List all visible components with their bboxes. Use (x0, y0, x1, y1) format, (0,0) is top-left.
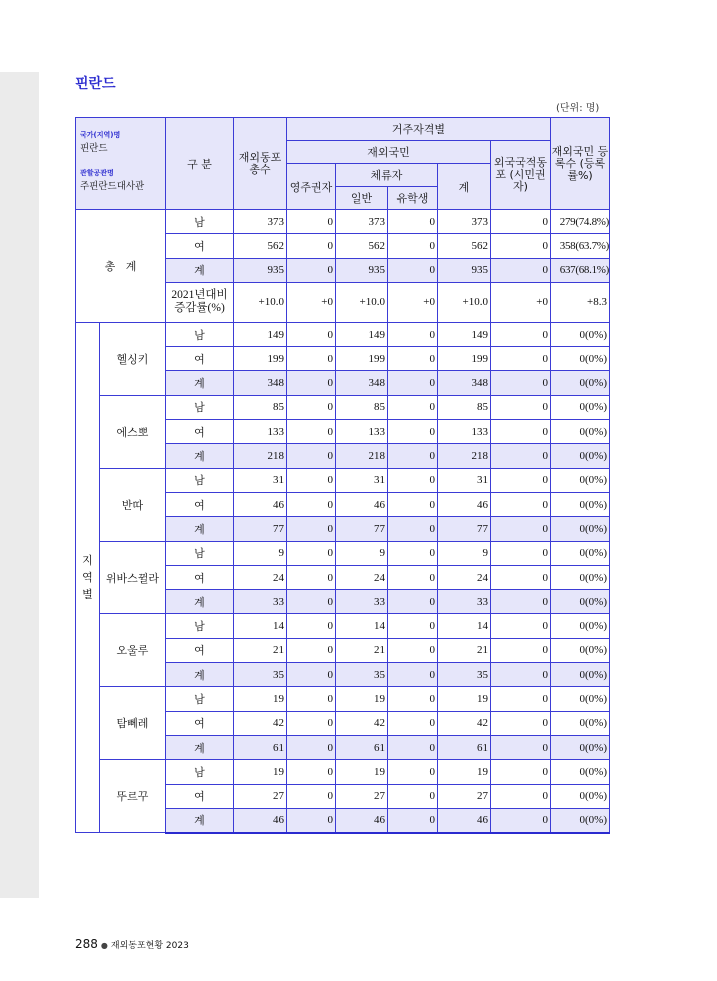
value-cell: 0 (287, 322, 336, 346)
regions-label: 지 역 별 (76, 322, 100, 832)
value-cell: 0 (388, 711, 438, 735)
value-cell: 0 (491, 492, 551, 516)
country-name: 핀란드 (80, 143, 108, 154)
page-title: 핀란드 (75, 76, 116, 92)
value-cell: 0 (388, 210, 438, 234)
header-registered: 재외국민 등록수 (등록률%) (551, 118, 610, 210)
value-cell: 21 (336, 638, 388, 662)
value-cell: 0 (491, 808, 551, 832)
gender-cell: 계 (166, 663, 234, 687)
value-cell: 19 (234, 687, 287, 711)
gender-cell: 계 (166, 590, 234, 614)
value-cell: 0 (388, 395, 438, 419)
gender-cell: 여 (166, 347, 234, 371)
header-sojourner: 체류자 (336, 164, 438, 187)
gender-cell: 남 (166, 614, 234, 638)
value-cell: 0 (287, 468, 336, 492)
gender-cell: 여 (166, 784, 234, 808)
value-cell: 0 (388, 590, 438, 614)
value-cell: 0(0%) (551, 663, 610, 687)
gender-cell: 여 (166, 234, 234, 258)
unit-label: (단위: 명) (556, 103, 600, 114)
gender-cell: 남 (166, 760, 234, 784)
gender-cell: 여 (166, 420, 234, 444)
value-cell: 935 (438, 258, 491, 282)
value-cell: 0 (287, 492, 336, 516)
value-cell: 373 (234, 210, 287, 234)
value-cell: +10.0 (438, 282, 491, 322)
value-cell: 0 (491, 735, 551, 759)
value-cell: 0 (491, 347, 551, 371)
value-cell: 19 (438, 687, 491, 711)
value-cell: 0 (388, 517, 438, 541)
value-cell: 348 (234, 371, 287, 395)
value-cell: 46 (234, 808, 287, 832)
value-cell: 19 (336, 760, 388, 784)
value-cell: 0 (491, 760, 551, 784)
value-cell: 0 (287, 638, 336, 662)
value-cell: 0 (388, 565, 438, 589)
header-subtotal: 계 (438, 164, 491, 210)
value-cell: 19 (336, 687, 388, 711)
value-cell: 0 (491, 784, 551, 808)
value-cell: 0 (491, 234, 551, 258)
value-cell: 199 (336, 347, 388, 371)
value-cell: 0(0%) (551, 808, 610, 832)
value-cell: 31 (336, 468, 388, 492)
value-cell: 0(0%) (551, 760, 610, 784)
value-cell: +0 (491, 282, 551, 322)
value-cell: 0 (388, 784, 438, 808)
value-cell: +0 (388, 282, 438, 322)
value-cell: 0 (491, 565, 551, 589)
value-cell: 0(0%) (551, 347, 610, 371)
value-cell: 0 (287, 234, 336, 258)
value-cell: 46 (336, 492, 388, 516)
value-cell: 0 (491, 517, 551, 541)
value-cell: 935 (234, 258, 287, 282)
value-cell: 562 (438, 234, 491, 258)
value-cell: 0(0%) (551, 784, 610, 808)
value-cell: 133 (438, 420, 491, 444)
gender-cell: 계 (166, 735, 234, 759)
value-cell: 14 (438, 614, 491, 638)
value-cell: 0(0%) (551, 395, 610, 419)
region-name: 헬싱키 (100, 322, 166, 395)
value-cell: 46 (336, 808, 388, 832)
header-gubun: 구 분 (166, 118, 234, 210)
value-cell: 0 (491, 258, 551, 282)
value-cell: 21 (234, 638, 287, 662)
gender-cell: 계 (166, 808, 234, 832)
gender-cell: 2021년대비 증감률(%) (166, 282, 234, 322)
gender-cell: 계 (166, 517, 234, 541)
value-cell: 0 (491, 687, 551, 711)
value-cell: 0 (287, 395, 336, 419)
value-cell: 0 (287, 210, 336, 234)
gender-cell: 여 (166, 492, 234, 516)
value-cell: 133 (336, 420, 388, 444)
gender-cell: 여 (166, 638, 234, 662)
value-cell: 0(0%) (551, 322, 610, 346)
value-cell: 0 (388, 614, 438, 638)
region-name: 오울루 (100, 614, 166, 687)
value-cell: +8.3 (551, 282, 610, 322)
value-cell: 0 (388, 492, 438, 516)
value-cell: 61 (234, 735, 287, 759)
value-cell: 199 (438, 347, 491, 371)
gender-cell: 계 (166, 444, 234, 468)
footer-text: 재외동포현황 2023 (110, 941, 189, 951)
value-cell: 0 (491, 322, 551, 346)
summary-label: 총 계 (76, 210, 166, 323)
value-cell: 77 (336, 517, 388, 541)
value-cell: 19 (438, 760, 491, 784)
value-cell: 77 (438, 517, 491, 541)
value-cell: 279(74.8%) (551, 210, 610, 234)
value-cell: 0 (491, 711, 551, 735)
value-cell: 0(0%) (551, 492, 610, 516)
value-cell: 0 (491, 395, 551, 419)
value-cell: 46 (438, 492, 491, 516)
value-cell: 77 (234, 517, 287, 541)
value-cell: 21 (438, 638, 491, 662)
page-footer (75, 937, 189, 951)
value-cell: 348 (336, 371, 388, 395)
table-row (76, 468, 610, 492)
value-cell: 9 (438, 541, 491, 565)
table-row (76, 760, 610, 784)
header-permanent: 영주권자 (287, 164, 336, 210)
value-cell: 373 (336, 210, 388, 234)
value-cell: 0 (287, 614, 336, 638)
table-corner-cell (76, 118, 166, 210)
value-cell: 14 (234, 614, 287, 638)
value-cell: 31 (438, 468, 491, 492)
value-cell: 0 (287, 663, 336, 687)
value-cell: 0 (287, 687, 336, 711)
header-nationals: 재외국민 (287, 141, 491, 164)
value-cell: 0 (388, 234, 438, 258)
value-cell: 0 (491, 210, 551, 234)
value-cell: 24 (336, 565, 388, 589)
value-cell: 35 (438, 663, 491, 687)
value-cell: 358(63.7%) (551, 234, 610, 258)
gender-cell: 여 (166, 711, 234, 735)
value-cell: 0 (287, 347, 336, 371)
table-row (76, 322, 610, 346)
value-cell: 31 (234, 468, 287, 492)
value-cell: 0 (388, 371, 438, 395)
bullet-icon: ● (100, 941, 108, 950)
value-cell: 0 (287, 590, 336, 614)
value-cell: 33 (336, 590, 388, 614)
side-margin-strip (0, 72, 39, 898)
value-cell: 0(0%) (551, 371, 610, 395)
table-row (76, 614, 610, 638)
region-name: 에스뽀 (100, 395, 166, 468)
value-cell: 149 (438, 322, 491, 346)
value-cell: +0 (287, 282, 336, 322)
value-cell: 0 (388, 347, 438, 371)
value-cell: 0 (388, 687, 438, 711)
value-cell: 218 (336, 444, 388, 468)
value-cell: 0 (491, 663, 551, 687)
region-name: 반따 (100, 468, 166, 541)
value-cell: 0 (491, 444, 551, 468)
value-cell: 373 (438, 210, 491, 234)
value-cell: 0 (388, 258, 438, 282)
mission-label: 관할공관명 (80, 169, 114, 177)
table-row (76, 541, 610, 565)
gender-cell: 남 (166, 541, 234, 565)
header-total-overseas: 재외동포 총수 (234, 118, 287, 210)
value-cell: 24 (234, 565, 287, 589)
value-cell: 61 (438, 735, 491, 759)
value-cell: 0 (388, 638, 438, 662)
value-cell: 27 (234, 784, 287, 808)
value-cell: 0(0%) (551, 638, 610, 662)
gender-cell: 남 (166, 210, 234, 234)
value-cell: 0 (287, 760, 336, 784)
value-cell: 0 (287, 784, 336, 808)
value-cell: 0 (287, 711, 336, 735)
value-cell: 0(0%) (551, 735, 610, 759)
value-cell: 85 (336, 395, 388, 419)
value-cell: 149 (234, 322, 287, 346)
value-cell: 0 (388, 735, 438, 759)
value-cell: +10.0 (234, 282, 287, 322)
value-cell: 27 (336, 784, 388, 808)
value-cell: 61 (336, 735, 388, 759)
value-cell: 0(0%) (551, 444, 610, 468)
header-foreign-citizens: 외국국적동포 (시민권자) (491, 141, 551, 210)
value-cell: 199 (234, 347, 287, 371)
value-cell: 133 (234, 420, 287, 444)
value-cell: 46 (438, 808, 491, 832)
value-cell: 348 (438, 371, 491, 395)
value-cell: 149 (336, 322, 388, 346)
page-number: 288 (75, 937, 98, 951)
value-cell: 19 (234, 760, 287, 784)
value-cell: 24 (438, 565, 491, 589)
value-cell: 0 (388, 468, 438, 492)
value-cell: 42 (336, 711, 388, 735)
value-cell: 0 (388, 760, 438, 784)
value-cell: 0 (388, 444, 438, 468)
value-cell: 0 (287, 808, 336, 832)
value-cell: 0 (388, 420, 438, 444)
value-cell: 0 (491, 371, 551, 395)
value-cell: 0 (287, 420, 336, 444)
value-cell: 0 (491, 614, 551, 638)
value-cell: 0(0%) (551, 614, 610, 638)
value-cell: 14 (336, 614, 388, 638)
value-cell: 0 (287, 735, 336, 759)
table-row (76, 210, 610, 234)
value-cell: 0 (388, 541, 438, 565)
gender-cell: 남 (166, 322, 234, 346)
gender-cell: 계 (166, 371, 234, 395)
value-cell: 218 (234, 444, 287, 468)
header-residence-status: 거주자격별 (287, 118, 551, 141)
header-student: 유학생 (388, 187, 438, 210)
value-cell: 27 (438, 784, 491, 808)
value-cell: 0 (491, 590, 551, 614)
value-cell: 0(0%) (551, 565, 610, 589)
region-name: 탐뻬레 (100, 687, 166, 760)
value-cell: 0 (491, 420, 551, 444)
value-cell: 0 (388, 808, 438, 832)
region-name: 위바스뀔라 (100, 541, 166, 614)
value-cell: 0 (287, 565, 336, 589)
value-cell: 0(0%) (551, 687, 610, 711)
value-cell: 935 (336, 258, 388, 282)
value-cell: +10.0 (336, 282, 388, 322)
gender-cell: 여 (166, 565, 234, 589)
value-cell: 218 (438, 444, 491, 468)
value-cell: 42 (234, 711, 287, 735)
gender-cell: 계 (166, 258, 234, 282)
mission-name: 주핀란드대사관 (80, 181, 145, 192)
statistics-table (75, 117, 610, 834)
value-cell: 85 (438, 395, 491, 419)
value-cell: 0 (287, 371, 336, 395)
value-cell: 0 (287, 444, 336, 468)
value-cell: 0(0%) (551, 590, 610, 614)
value-cell: 0 (388, 663, 438, 687)
value-cell: 0(0%) (551, 420, 610, 444)
value-cell: 562 (234, 234, 287, 258)
value-cell: 0 (287, 517, 336, 541)
value-cell: 637(68.1%) (551, 258, 610, 282)
table-row (76, 395, 610, 419)
value-cell: 0 (491, 541, 551, 565)
value-cell: 9 (336, 541, 388, 565)
country-name-label: 국가(지역)명 (80, 131, 121, 139)
value-cell: 0(0%) (551, 711, 610, 735)
value-cell: 33 (438, 590, 491, 614)
value-cell: 35 (336, 663, 388, 687)
value-cell: 46 (234, 492, 287, 516)
value-cell: 0 (287, 258, 336, 282)
header-general: 일반 (336, 187, 388, 210)
value-cell: 85 (234, 395, 287, 419)
value-cell: 0 (287, 541, 336, 565)
value-cell: 42 (438, 711, 491, 735)
gender-cell: 남 (166, 687, 234, 711)
value-cell: 9 (234, 541, 287, 565)
gender-cell: 남 (166, 468, 234, 492)
value-cell: 33 (234, 590, 287, 614)
value-cell: 0(0%) (551, 541, 610, 565)
value-cell: 0 (491, 468, 551, 492)
value-cell: 0 (388, 322, 438, 346)
gender-cell: 남 (166, 395, 234, 419)
value-cell: 0(0%) (551, 468, 610, 492)
value-cell: 0(0%) (551, 517, 610, 541)
value-cell: 562 (336, 234, 388, 258)
value-cell: 35 (234, 663, 287, 687)
value-cell: 0 (491, 638, 551, 662)
region-name: 뚜르꾸 (100, 760, 166, 833)
table-row (76, 687, 610, 711)
